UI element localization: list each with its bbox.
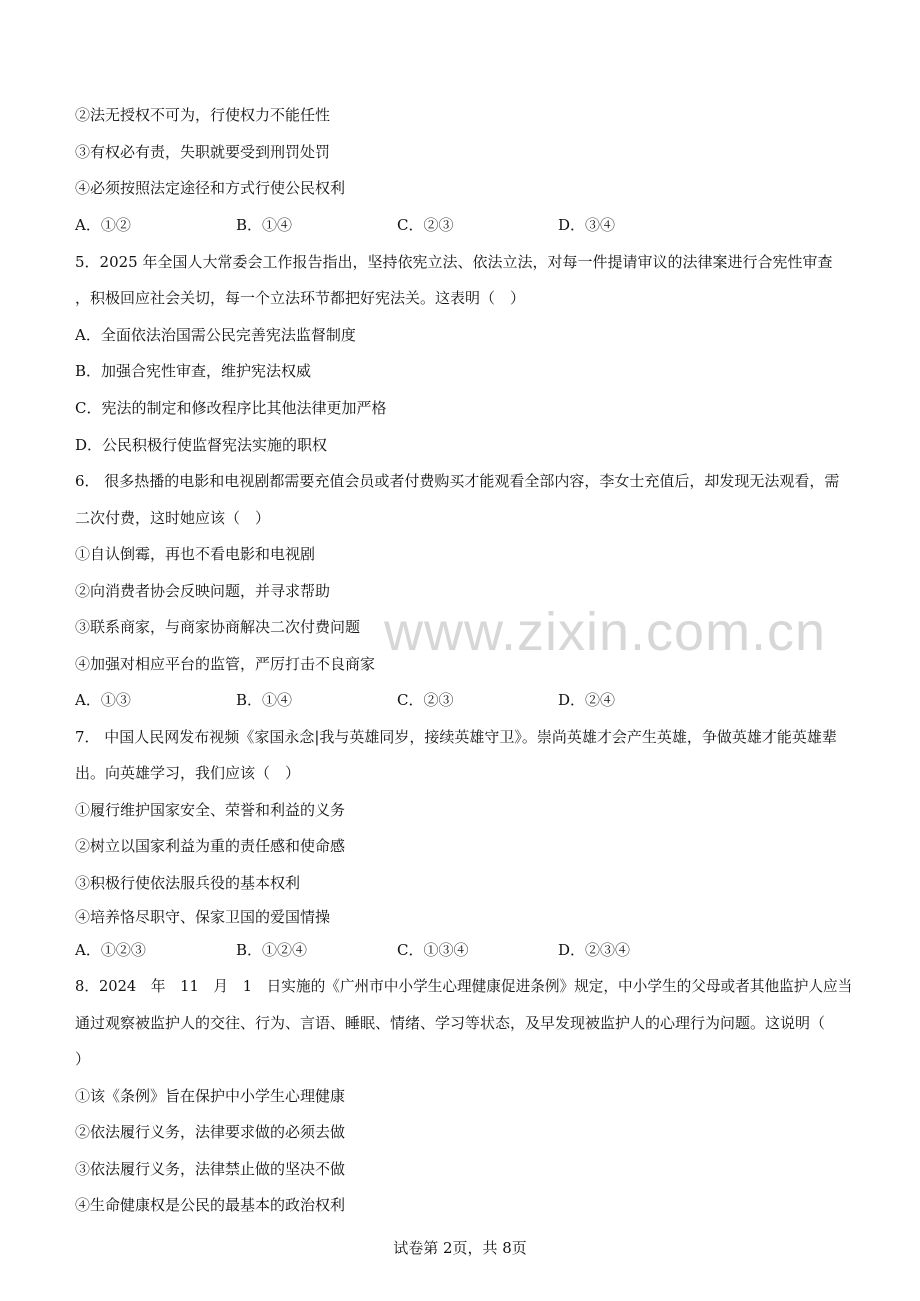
q6-option-a: A．①③ xyxy=(75,691,131,709)
q4-option-d: D．③④ xyxy=(558,216,616,234)
q6-statement-2: ②向消费者协会反映问题，并寻求帮助 xyxy=(75,582,331,600)
q8-stem-line-2: 通过观察被监护人的交往、行为、言语、睡眠、情绪、学习等状态，及早发现被监护人的心理行为问题。这说明（ xyxy=(75,1014,826,1032)
q7-statement-1: ①履行维护国家安全、荣誉和利益的义务 xyxy=(75,801,346,819)
q5-stem-line-2: ，积极回应社会关切，每一个立法环节都把好宪法关。这表明（ ） xyxy=(75,289,526,307)
q6-options xyxy=(75,690,695,710)
q6-stem-line-2: 二次付费，这时她应该（ ） xyxy=(75,509,271,527)
q7-statement-4: ④培养恪尽职守、保家卫国的爱国情操 xyxy=(75,908,331,926)
q4-options xyxy=(75,215,695,235)
q8-statement-1: ①该《条例》旨在保护中小学生心理健康 xyxy=(75,1087,346,1105)
q8-statement-4: ④生命健康权是公民的最基本的政治权利 xyxy=(75,1196,346,1214)
q4-option-c: C．②③ xyxy=(397,216,454,234)
q7-statement-2: ②树立以国家利益为重的责任感和使命感 xyxy=(75,837,346,855)
q7-option-a: A．①②③ xyxy=(75,941,146,959)
q8-stem-line-1: 8．2024 年 11 月 1 日实施的《广州市中小学生心理健康促进条例》规定，中小学生的父母或者其他监护人应当 xyxy=(75,977,853,995)
q6-statement-3: ③联系商家，与商家协商解决二次付费问题 xyxy=(75,618,361,636)
q4-statement-2: ②法无授权不可为，行使权力不能任性 xyxy=(75,106,331,124)
q6-statement-1: ①自认倒霉，再也不看电影和电视剧 xyxy=(75,545,316,563)
q4-option-b: B．①④ xyxy=(236,216,293,234)
q6-option-c: C．②③ xyxy=(397,691,454,709)
q7-option-c: C．①③④ xyxy=(397,941,469,959)
q5-stem-line-1: 5．2025 年全国人大常委会工作报告指出，坚持依宪立法、依法立法，对每一件提请审议的法律案进行合宪性审查 xyxy=(75,253,833,271)
q7-options xyxy=(75,940,695,960)
q6-option-b: B．①④ xyxy=(236,691,293,709)
page-footer: 试卷第 2页，共 8页 xyxy=(393,1239,527,1257)
q6-statement-4: ④加强对相应平台的监管，严厉打击不良商家 xyxy=(75,655,376,673)
q5-option-b: B．加强合宪性审查，维护宪法权威 xyxy=(75,362,312,380)
watermark: www.zixin.com.cn xyxy=(384,602,827,662)
q7-stem-line-2: 出。向英雄学习，我们应该（ ） xyxy=(75,764,301,782)
q5-option-a: A．全面依法治国需公民完善宪法监督制度 xyxy=(75,326,356,344)
q4-statement-3: ③有权必有责，失职就要受到刑罚处罚 xyxy=(75,143,331,161)
q8-statement-3: ③依法履行义务，法律禁止做的坚决不做 xyxy=(75,1160,346,1178)
q4-option-a: A．①② xyxy=(75,216,131,234)
q8-stem-line-3: ） xyxy=(75,1050,91,1068)
q7-stem-line-1: 7． 中国人民网发布视频《家国永念|我与英雄同岁，接续英雄守卫》。崇尚英雄才会产生英雄，争做英雄才能英雄辈 xyxy=(75,728,837,746)
q8-statement-2: ②依法履行义务，法律要求做的必须去做 xyxy=(75,1123,346,1141)
q6-option-d: D．②④ xyxy=(558,691,616,709)
q5-option-d: D．公民积极行使监督宪法实施的职权 xyxy=(75,436,328,454)
q7-option-b: B．①②④ xyxy=(236,941,308,959)
q5-option-c: C．宪法的制定和修改程序比其他法律更加严格 xyxy=(75,399,387,417)
q6-stem-line-1: 6． 很多热播的电影和电视剧都需要充值会员或者付费购买才能观看全部内容，李女士充值后，却发现无法观看，需 xyxy=(75,472,840,490)
q7-statement-3: ③积极行使依法服兵役的基本权利 xyxy=(75,874,301,892)
q7-option-d: D．②③④ xyxy=(558,941,631,959)
q4-statement-4: ④必须按照法定途径和方式行使公民权利 xyxy=(75,179,346,197)
